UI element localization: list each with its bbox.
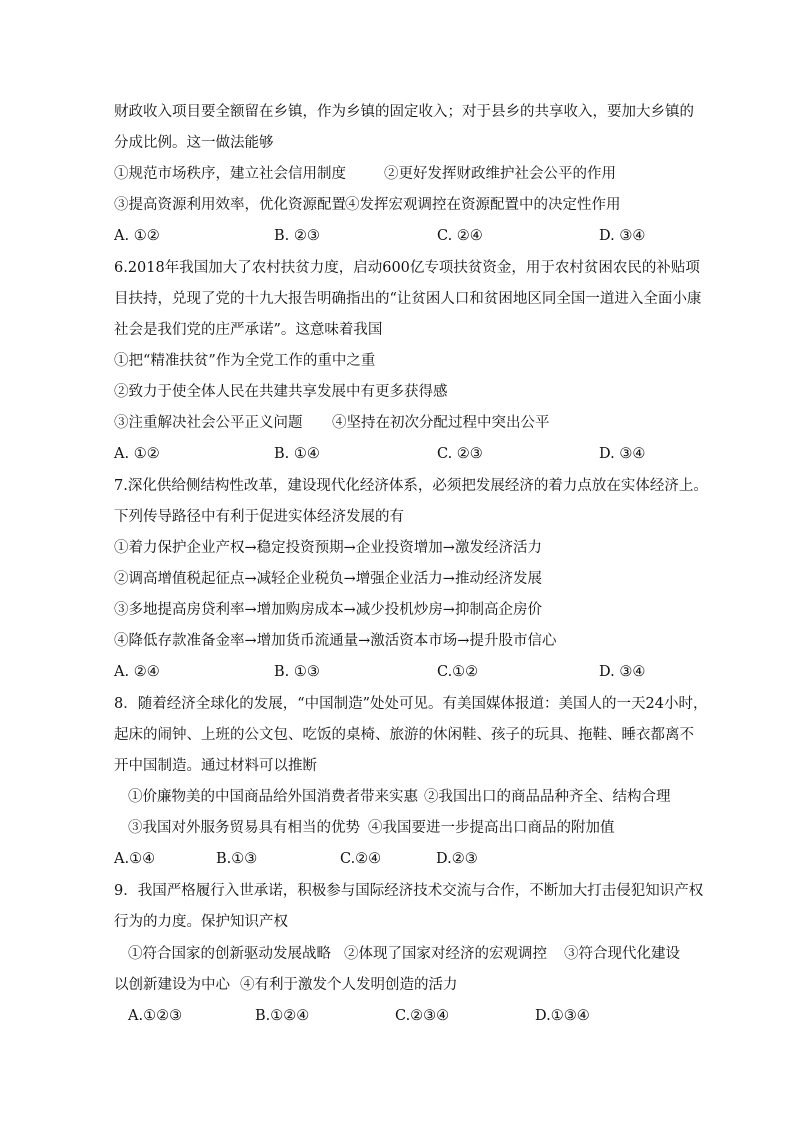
q8-options bbox=[0, 849, 794, 869]
q9-items-line-1 bbox=[0, 944, 794, 964]
q5-item-3: ③提高资源利用效率，优化资源配置 bbox=[114, 197, 346, 213]
q6-stem-line-3: 社会是我们党的庄严承诺”。这意味着我国 bbox=[114, 322, 383, 338]
q6-items-row-3 bbox=[0, 413, 794, 433]
q6-item-2: ②致力于使全体人民在共建共享发展中有更多获得感 bbox=[114, 384, 448, 400]
q6-stem-line-2: 目扶持，兑现了党的十九大报告明确指出的“让贫困人口和贫困地区同全国一道进入全面小康 bbox=[114, 291, 702, 307]
q9-items-line-2 bbox=[0, 975, 794, 995]
q9-item-1: ①符合国家的创新驱动发展战略 bbox=[128, 946, 331, 962]
q8-stem-line-2: 起床的闹钟、上班的公文包、吃饭的桌椅、旅游的休闲鞋、孩子的玩具、拖鞋、睡衣都离不 bbox=[114, 727, 694, 743]
q9-item-3-cont: 以创新建设为中心 bbox=[114, 977, 230, 993]
q9-option-a: A.①②③ bbox=[128, 1008, 183, 1024]
q6-item-4: ④坚持在初次分配过程中突出公平 bbox=[332, 415, 550, 431]
q8-item-2: ②我国出口的商品品种齐全、结构合理 bbox=[424, 789, 671, 805]
q6-option-b: B. ①④ bbox=[274, 446, 320, 462]
q5-item-1: ①规范市场秩序，建立社会信用制度 bbox=[114, 166, 346, 182]
q7-option-d: D. ③④ bbox=[599, 664, 646, 680]
q6-item-3: ③注重解决社会公平正义问题 bbox=[114, 415, 303, 431]
q5-stem-line-1: 财政收入项目要全额留在乡镇，作为乡镇的固定收入；对于县乡的共享收入，要加大乡镇的 bbox=[114, 104, 694, 120]
q8-item-3: ③我国对外服务贸易具有相当的优势 bbox=[128, 820, 360, 836]
q9-option-d: D.①③④ bbox=[535, 1008, 590, 1024]
q9-option-b: B.①②④ bbox=[255, 1008, 310, 1024]
q7-item-1: ①着力保护企业产权→稳定投资预期→企业投资增加→激发经济活力 bbox=[114, 540, 542, 556]
q5-items-row-2 bbox=[0, 195, 794, 215]
q9-item-2: ②体现了国家对经济的宏观调控 bbox=[344, 946, 547, 962]
q6-options bbox=[0, 444, 794, 464]
q9-stem-line-1: 9．我国严格履行入世承诺，积极参与国际经济技术交流与合作，不断加大打击侵犯知识产权 bbox=[114, 883, 704, 899]
q9-item-4: ④有利于激发个人发明创造的活力 bbox=[240, 977, 458, 993]
q8-option-a: A.①④ bbox=[114, 851, 156, 867]
q8-stem-line-1: 8．随着经济全球化的发展，“中国制造”处处可见。有美国媒体报道：美国人的一天24小时， bbox=[114, 696, 708, 712]
q5-stem-line-2: 分成比例。这一做法能够 bbox=[114, 135, 274, 151]
q6-option-a: A. ①② bbox=[114, 446, 160, 462]
q8-stem-line-3: 开中国制造。通过材料可以推断 bbox=[114, 758, 317, 774]
q9-stem-line-2: 行为的力度。保护知识产权 bbox=[114, 914, 288, 930]
q8-option-b: B.①③ bbox=[216, 851, 258, 867]
q8-items-row-2 bbox=[0, 818, 794, 838]
q5-items-row-1 bbox=[0, 164, 794, 184]
q9-option-c: C.②③④ bbox=[395, 1008, 450, 1024]
q5-item-2: ②更好发挥财政维护社会公平的作用 bbox=[384, 166, 616, 182]
q6-stem-line-1: 6.2018年我国加大了农村扶贫力度，启动600亿专项扶贫资金，用于农村贫困农民的补贴项 bbox=[114, 260, 700, 276]
q7-stem-line-2: 下列传导路径中有利于促进实体经济发展的有 bbox=[114, 509, 404, 525]
q7-item-2: ②调高增值税起征点→减轻企业税负→增强企业活力→推动经济发展 bbox=[114, 571, 542, 587]
q7-option-b: B. ①③ bbox=[274, 664, 320, 680]
q5-item-4: ④发挥宏观调控在资源配置中的决定性作用 bbox=[345, 197, 621, 213]
q7-option-c: C.①② bbox=[437, 664, 479, 680]
q7-item-3: ③多地提高房贷利率→增加购房成本→减少投机炒房→抑制高企房价 bbox=[114, 602, 542, 618]
q5-option-d: D. ③④ bbox=[599, 228, 646, 244]
q5-option-b: B. ②③ bbox=[274, 228, 320, 244]
q5-option-a: A. ①② bbox=[114, 228, 160, 244]
q7-options bbox=[0, 662, 794, 682]
q8-option-d: D.②③ bbox=[436, 851, 478, 867]
q6-option-c: C. ②③ bbox=[437, 446, 483, 462]
q6-option-d: D. ③④ bbox=[599, 446, 646, 462]
q6-item-1: ①把“精准扶贫”作为全党工作的重中之重 bbox=[114, 353, 376, 369]
q9-item-3: ③符合现代化建设 bbox=[564, 946, 680, 962]
q8-item-4: ④我国要进一步提高出口商品的附加值 bbox=[368, 820, 615, 836]
q7-item-4: ④降低存款准备金率→增加货币流通量→激活资本市场→提升股市信心 bbox=[114, 633, 557, 649]
q7-stem-line-1: 7.深化供给侧结构性改革，建设现代化经济体系，必须把发展经济的着力点放在实体经济上。 bbox=[114, 478, 708, 494]
q8-items-row-1 bbox=[0, 787, 794, 807]
q8-item-1: ①价廉物美的中国商品给外国消费者带来实惠 bbox=[128, 789, 418, 805]
q5-option-c: C. ②④ bbox=[437, 228, 483, 244]
q5-options bbox=[0, 226, 794, 246]
q9-options bbox=[0, 1006, 794, 1026]
q7-option-a: A. ②④ bbox=[114, 664, 160, 680]
q8-option-c: C.②④ bbox=[340, 851, 382, 867]
